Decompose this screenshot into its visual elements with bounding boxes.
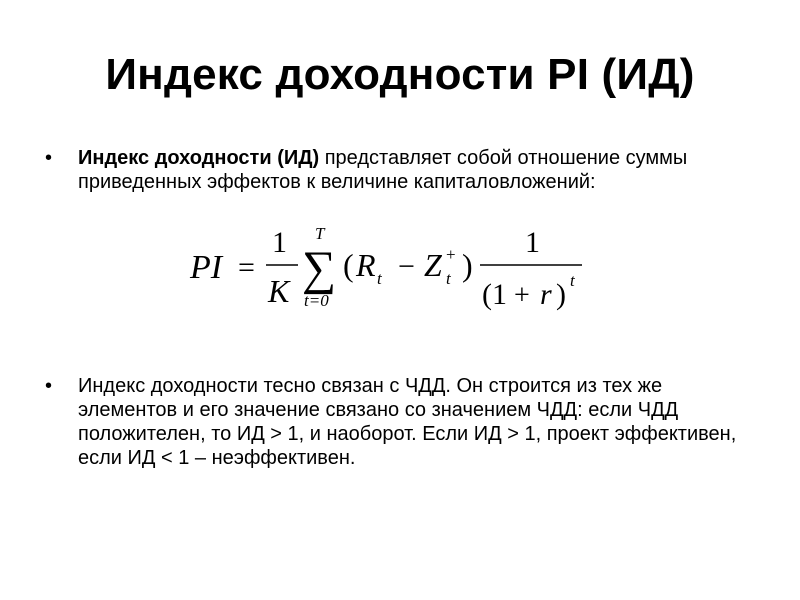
z-subscript: t [446, 269, 451, 288]
pi-formula [180, 218, 600, 318]
minus-sign: − [398, 250, 415, 283]
z-superscript: + [446, 245, 456, 264]
z-variable: Z [424, 247, 442, 283]
fraction2-numerator: 1 [525, 226, 540, 259]
fraction2-den-open: (1 [482, 278, 507, 311]
formula-lhs: PI [190, 249, 223, 286]
fraction2-r: r [540, 278, 552, 311]
sigma-icon: ∑ [302, 242, 337, 295]
close-paren: ) [462, 247, 473, 283]
fraction1-denominator: K [268, 273, 290, 309]
bullet-item-relation [45, 374, 745, 474]
sum-upper-limit: T [315, 224, 325, 243]
fraction1-numerator: 1 [272, 226, 287, 259]
fraction2-plus: + [514, 280, 530, 311]
formula-equals: = [238, 251, 255, 284]
bullet-bold-term: Индекс доходности (ИД) [78, 147, 320, 169]
sum-lower-limit: t=0 [304, 291, 329, 310]
fraction2-exponent: t [570, 271, 575, 290]
bullet-dot-icon: • [45, 147, 53, 169]
bullet-dot-icon: • [45, 375, 53, 397]
formula-svg [180, 218, 600, 318]
bullet-text: Индекс доходности тесно связан с ЧДД. Он строится из тех же элементов и его значение связано со значением ЧДД: если ЧДД положителен, то ИД > 1, и наоборот. Если ИД > 1, проект эффективен, если ИД < 1 – неэффективен. [78, 375, 737, 469]
bullet-text [78, 146, 758, 194]
r-subscript: t [377, 269, 382, 288]
r-variable: R [356, 247, 376, 283]
bullet-item-definition [45, 146, 745, 196]
bullet-body-text: представляет собой отношение суммы приведенных эффектов к величине капиталовложений: [78, 147, 688, 193]
open-paren: ( [343, 247, 354, 283]
slide-title: Индекс доходности PI (ИД) [105, 50, 695, 99]
fraction2-den-close: ) [556, 278, 566, 311]
